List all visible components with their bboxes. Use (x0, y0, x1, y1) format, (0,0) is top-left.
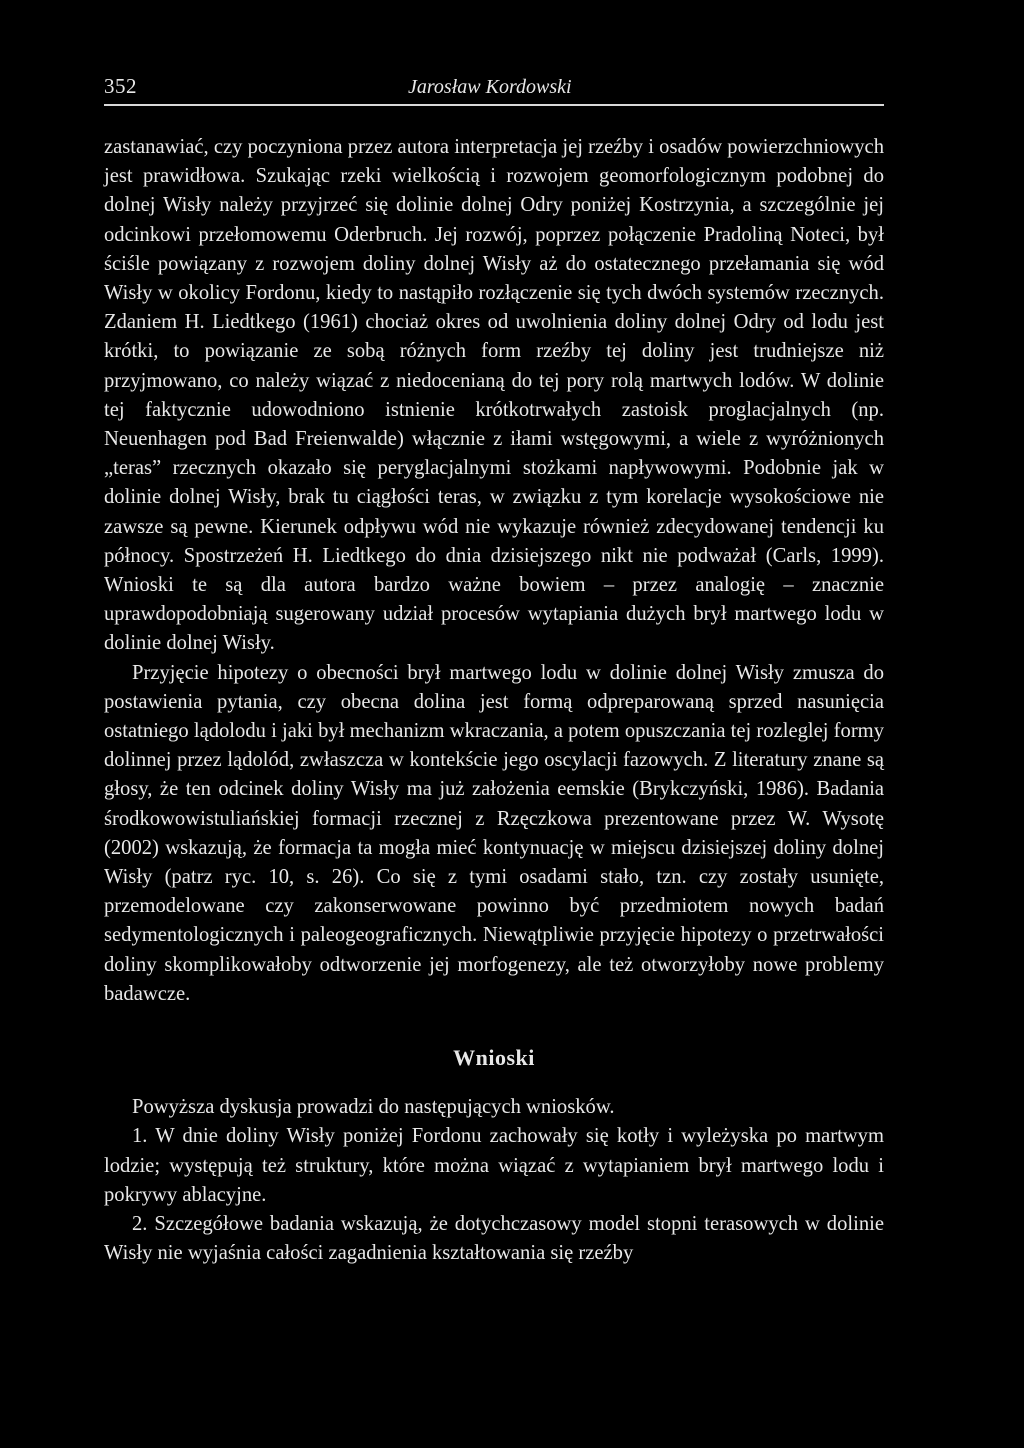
running-head-author: Jarosław Kordowski (408, 76, 572, 98)
paragraph-continuation: zastanawiać, czy poczyniona przez autora interpretacja jej rzeźby i osadów powierzchniowych jest prawidłowa. Szukając rzeki wielkością i rozwojem geomorfologicznym podobnej do dolnej Wisły należy przyjrzeć się dolinie dolnej Odry poniżej Kostrzynia, a szczególnie jej odcinkowi przełomowemu Oderbruch. Jej rozwój, poprzez połączenie Pradoliną Noteci, był ściśle powiązany z rozwojem doliny dolnej Wisły aż do ostatecznego przełamania się wód Wisły w okolicy Fordonu, kiedy to nastąpiło rozłączenie się tych dwóch systemów rzecznych. Zdaniem H. Liedtkego (1961) chociaż okres od uwolnienia doliny dolnej Odry od lodu jest krótki, to powiązanie ze sobą różnych form rzeźby tej doliny jest trudniejsze niż przyjmowano, co należy wiązać z niedocenianą do tej pory rolą martwych lodów. W dolinie tej faktycznie udowodniono istnienie krótkotrwałych zastoisk proglacjalnych (np. Neuenhagen pod Bad Freienwalde) włącznie z iłami wstęgowymi, a wiele z wyróżnionych „teras” rzecznych okazało się peryglacjalnymi stożkami napływowymi. Podobnie jak w dolinie dolnej Wisły, brak tu ciągłości teras, w związku z tym korelacje wysokościowe nie zawsze są pewne. Kierunek odpływu wód nie wykazuje również zdecydowanej tendencji ku północy. Spostrzeżeń H. Liedtkego do dnia dzisiejszego nikt nie podważał (Carls, 1999). Wnioski te są dla autora bardzo ważne bowiem – przez analogię – znacznie uprawdopodobniają sugerowany udział procesów wytapiania dużych brył martwego lodu w dolinie dolnej Wisły. (104, 136, 884, 655)
paragraph-hypothesis: Przyjęcie hipotezy o obecności brył martwego lodu w dolinie dolnej Wisły zmusza do postawienia pytania, czy obecna dolina jest formą odpreparowaną sprzed nasunięcia ostatniego lądolodu i jaki był mechanizm wkraczania, a potem opuszczania tej rozleglej formy dolinnej przez lądolód, zwłaszcza w kontekście jego oscylacji fazowych. Z literatury znane są głosy, że ten odcinek doliny Wisły ma już założenia eemskie (Brykczyński, 1986). Badania środkowowistuliańskiej formacji rzecznej z Rzęczkowa prezentowane przez W. Wysotę (2002) wskazują, że formacja ta mogła mieć kontynuację w miejscu dzisiejszej doliny dolnej Wisły (patrz ryc. 10, s. 26). Co się z tymi osadami stało, tzn. czy zostały usunięte, przemodelowane czy zakonserwowane powinno być przedmiotem nowych badań sedymentologicznych i paleogeograficznych. Niewątpliwie przyjęcie hipotezy o przetrwałości doliny skomplikowałoby odtworzenie jej morfogenezy, ale też otworzyłoby nowe problemy badawcze. (104, 661, 884, 1005)
conclusions-intro: Powyższa dyskusja prowadzi do następujących wniosków. (132, 1096, 615, 1119)
section-heading: Wnioski (453, 1045, 535, 1071)
document-page (104, 70, 884, 1268)
conclusion-item-2: 2. Szczegółowe badania wskazują, że dotychczasowy model stopni terasowych w dolinie Wisły nie wyjaśnia całości zagadnienia kształtowania się rzeźby (104, 1212, 884, 1265)
page-header (104, 70, 884, 106)
conclusion-item-1: 1. W dnie doliny Wisły poniżej Fordonu zachowały się kotły i wyleżyska po martwym lodzie; występują też struktury, które można wiązać z wytapianiem brył martwego lodu i pokrywy ablacyjne. (104, 1125, 884, 1206)
body-text (104, 133, 884, 1268)
page-number: 352 (104, 74, 137, 98)
